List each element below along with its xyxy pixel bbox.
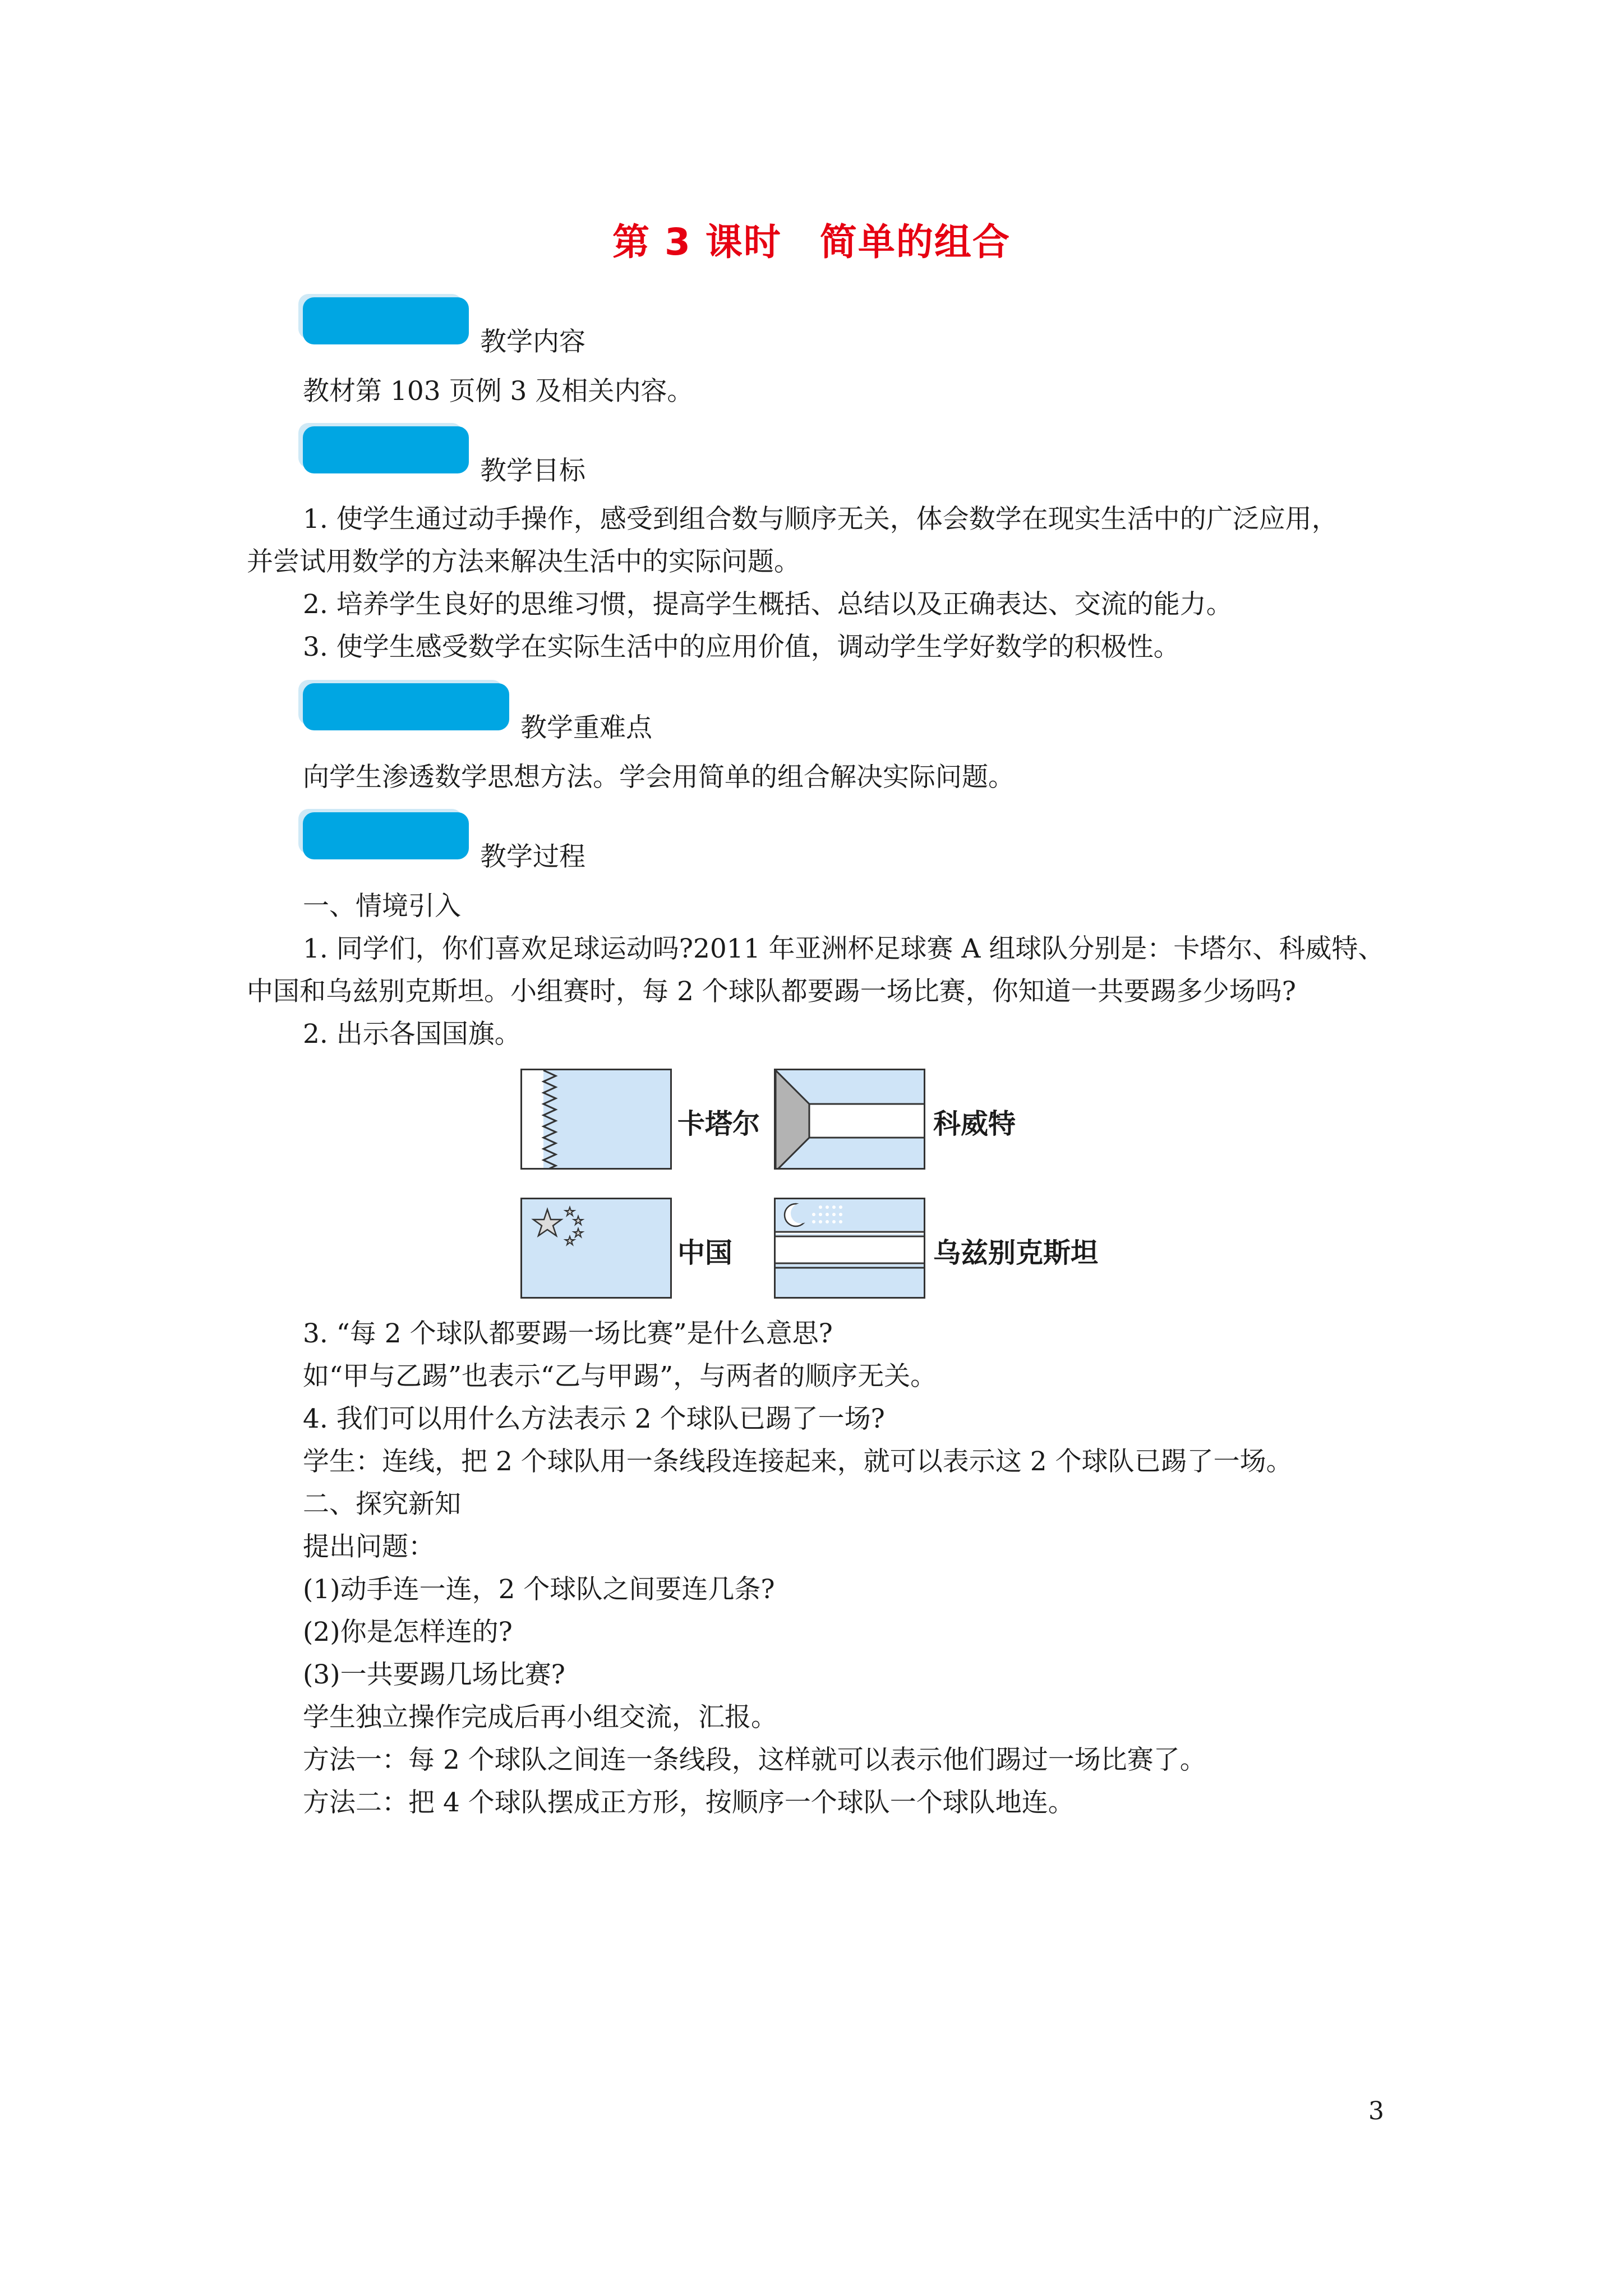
china-flag [520,1198,672,1299]
process-heading: 一、情境引入 [303,891,461,922]
goal-line: 2. 培养学生良好的思维习惯，提高学生概括、总结以及正确表达、交流的能力。 [303,589,1233,620]
qatar-flag [520,1069,672,1170]
process-line: 中国和乌兹别克斯坦。小组赛时，每 2 个球队都要踢一场比赛，你知道一共要踢多少场吗? [247,976,1296,1007]
process-line: 学生独立操作完成后再小组交流，汇报。 [303,1702,777,1733]
goal-line: 1. 使学生通过动手操作，感受到组合数与顺序无关，体会数学在现实生活中的广泛应用， [303,504,1338,535]
section-label: 教学过程 [480,841,585,872]
process-line: 3. “每 2 个球队都要踢一场比赛”是什么意思? [303,1318,833,1349]
process-line: 2. 出示各国国旗。 [303,1019,521,1050]
section-header-process [303,812,639,872]
process-line: 方法一：每 2 个球队之间连一条线段，这样就可以表示他们踢过一场比赛了。 [303,1745,1206,1775]
process-line: 提出问题： [303,1531,435,1562]
goal-line: 并尝试用数学的方法来解决生活中的实际问题。 [247,546,800,577]
process-line: 学生：连线，把 2 个球队用一条线段连接起来，就可以表示这 2 个球队已踢了一场。 [303,1446,1293,1477]
process-line: (2)你是怎样连的? [303,1617,513,1648]
flag-label-china: 中国 [677,1237,733,1269]
content-text: 教材第 103 页例 3 及相关内容。 [303,376,694,407]
section-marker [303,812,469,859]
section-marker [303,683,509,730]
process-line: (1)动手连一连，2 个球队之间要连几条? [303,1574,775,1605]
process-line: 1. 同学们，你们喜欢足球运动吗?2011 年亚洲杯足球赛 A 组球队分别是：卡塔尔、科威特、 [303,933,1385,964]
keypoints-text: 向学生渗透数学思想方法。学会用简单的组合解决实际问题。 [303,762,1015,793]
section-label: 教学内容 [480,326,585,357]
process-line: 4. 我们可以用什么方法表示 2 个球队已踢了一场? [303,1404,885,1434]
kuwait-flag [774,1069,925,1170]
section-label: 教学重难点 [520,712,652,743]
process-line: 如“甲与乙踢”也表示“乙与甲踢”，与两者的顺序无关。 [303,1361,937,1392]
section-marker [303,297,469,344]
process-line: 方法二：把 4 个球队摆成正方形，按顺序一个球队一个球队地连。 [303,1787,1075,1818]
uzbekistan-flag [774,1198,925,1299]
process-line: (3)一共要踢几场比赛? [303,1659,565,1690]
process-heading: 二、探究新知 [303,1489,461,1520]
flag-label-uzbekistan: 乌兹别克斯坦 [933,1237,1099,1269]
section-marker [303,426,469,473]
section-header-keypoints [303,683,695,743]
page-title: 第 3 课时 简单的组合 [612,220,1011,264]
flag-label-qatar: 卡塔尔 [677,1108,760,1140]
section-header-content [303,297,639,357]
goal-line: 3. 使学生感受数学在实际生活中的应用价值，调动学生学好数学的积极性。 [303,632,1180,662]
page-number: 3 [1368,2097,1384,2125]
section-header-goals [303,426,639,486]
section-label: 教学目标 [480,455,585,486]
flag-label-kuwait: 科威特 [933,1108,1016,1140]
